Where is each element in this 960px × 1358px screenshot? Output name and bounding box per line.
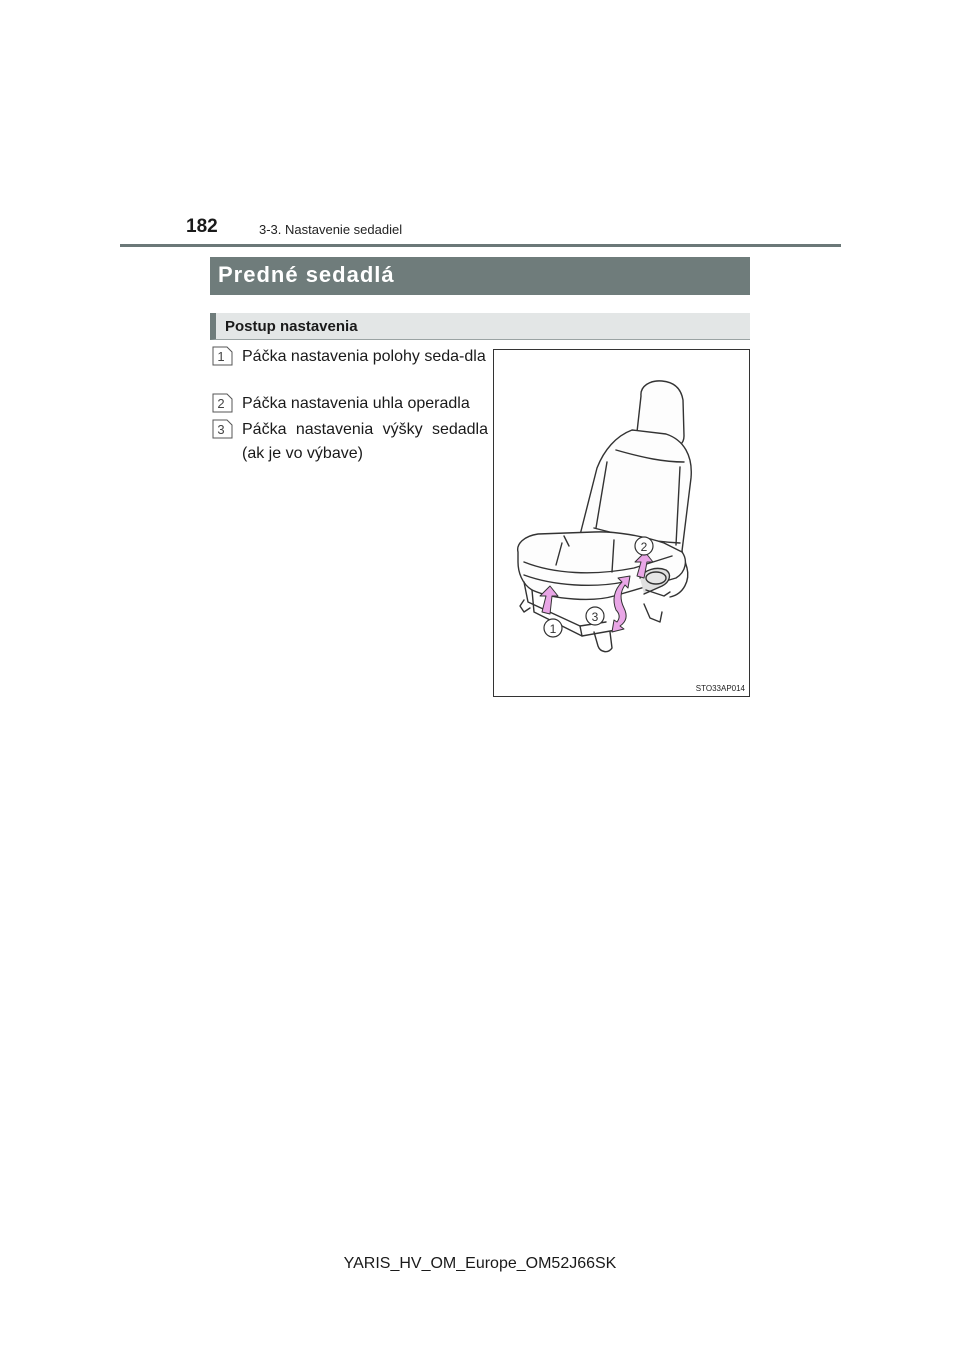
callout-2: 2 <box>640 540 648 554</box>
page-number: 182 <box>186 216 218 237</box>
number-1-icon <box>212 346 233 366</box>
svg-text:3: 3 <box>217 422 225 437</box>
section-title: Predné sedadlá <box>218 262 395 287</box>
svg-text:2: 2 <box>217 396 225 411</box>
list-item-text: Páčka nastavenia uhla operadla <box>242 395 470 412</box>
subsection-title: Postup nastavenia <box>225 318 358 335</box>
svg-text:1: 1 <box>217 349 225 364</box>
callout-1: 1 <box>549 622 557 636</box>
header-divider <box>120 244 841 247</box>
footer-doc-code: YARIS_HV_OM_Europe_OM52J66SK <box>343 1255 617 1272</box>
callout-3: 3 <box>591 610 599 624</box>
section-heading <box>210 257 750 295</box>
breadcrumb: 3-3. Nastavenie sedadiel <box>259 222 403 237</box>
subsection-heading <box>210 313 750 340</box>
figure-code: STO33AP014 <box>695 684 745 693</box>
number-3-icon <box>212 419 233 439</box>
list-item-text: Páčka nastavenia polohy seda-dla <box>242 348 486 365</box>
number-2-icon <box>212 393 233 413</box>
car-seat-illustration-icon <box>494 350 751 698</box>
list-item-text: Páčka nastavenia výšky sedadla (ak je vo výbave) <box>242 421 488 462</box>
seat-figure <box>493 349 750 697</box>
